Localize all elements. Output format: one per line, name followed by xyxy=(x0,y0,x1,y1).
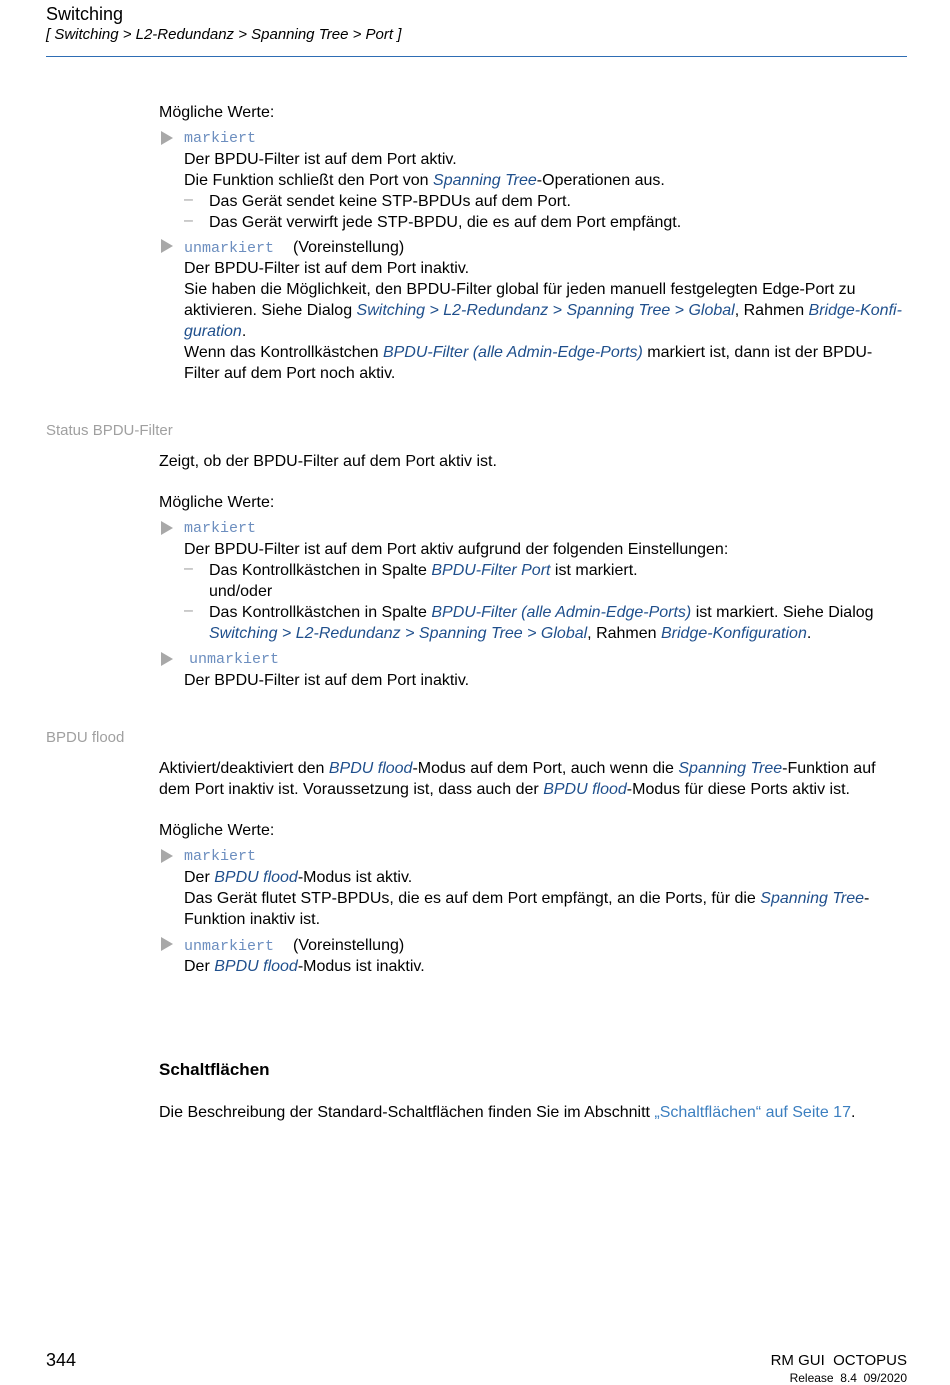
value-marked: markiert xyxy=(184,130,257,147)
value-marked: markiert xyxy=(184,848,257,865)
dash-bullet: – xyxy=(184,560,193,577)
bullet-text: Das Gerät verwirft jede STP-BPDU, die es auf dem Port empfängt. xyxy=(209,214,682,231)
text-line: Die Funktion schließt den Port von Spanning Tree-Operationen aus. xyxy=(184,172,665,189)
dialog-reference: Switching > L2-Redundanz > Spanning Tree > Global xyxy=(209,625,588,642)
text-line: Der BPDU flood-Modus ist aktiv. xyxy=(184,869,413,886)
column-reference: BPDU-Filter (alle Admin-Edge-Ports) xyxy=(431,604,692,621)
value-marked: markiert xyxy=(184,520,257,537)
text-line: Der BPDU flood-Modus ist inaktiv. xyxy=(184,958,425,975)
text-line: Funktion inaktiv ist. xyxy=(184,911,321,928)
dash-bullet: – xyxy=(184,602,193,619)
column-reference: BPDU-Filter Port xyxy=(431,562,551,579)
value-unmarked: unmarkiert xyxy=(184,240,275,257)
possible-values-label: Mögliche Werte: xyxy=(159,104,275,121)
section-text: Die Beschreibung der Standard-Schaltflächen finden Sie im Abschnitt „Schaltflächen“ auf Seite 17. xyxy=(159,1104,856,1121)
value-unmarked: unmarkiert xyxy=(184,938,275,955)
field-description: dem Port inaktiv ist. Voraussetzung ist, dass auch der BPDU flood-Modus für diese Ports aktiv ist. xyxy=(159,781,850,798)
field-description: Aktiviert/deaktiviert den BPDU flood-Modus auf dem Port, auch wenn die Spanning Tree-Funktion auf xyxy=(159,760,876,777)
triangle-bullet-icon xyxy=(161,937,173,951)
triangle-bullet-icon xyxy=(161,131,173,145)
text-line: und/oder xyxy=(209,583,273,600)
text-line: Sie haben die Möglichkeit, den BPDU-Filter global für jeden manuell festgelegten Edge-Port zu xyxy=(184,281,856,298)
triangle-bullet-icon xyxy=(161,521,173,535)
reference-term: Spanning Tree xyxy=(433,172,537,189)
text-line: Wenn das Kontrollkästchen BPDU-Filter (alle Admin-Edge-Ports) markiert ist, dann ist der BPDU- xyxy=(184,344,873,361)
release-info: Release 8.4 09/2020 xyxy=(789,1371,907,1385)
breadcrumb: [ Switching > L2-Redundanz > Spanning Tree > Port ] xyxy=(46,26,402,43)
text-line: Filter auf dem Port noch aktiv. xyxy=(184,365,396,382)
page-header-title: Switching xyxy=(46,4,124,24)
value-unmarked: unmarkiert xyxy=(189,651,280,668)
mode-reference: BPDU flood xyxy=(214,958,298,975)
field-description: Zeigt, ob der BPDU-Filter auf dem Port aktiv ist. xyxy=(159,453,497,470)
frame-reference: Bridge-Konfi- xyxy=(808,302,902,319)
frame-reference: Bridge-Konfiguration xyxy=(660,625,807,642)
function-reference: Spanning Tree xyxy=(678,760,783,777)
triangle-bullet-icon xyxy=(161,849,173,863)
text-line: Das Gerät flutet STP-BPDUs, die es auf dem Port empfängt, an die Ports, für die Spanning Tree- xyxy=(184,890,870,907)
text-line: Switching > L2-Redundanz > Spanning Tree > Global, Rahmen Bridge-Konfiguration. xyxy=(209,625,812,642)
value-line: unmarkiert (Voreinstellung) xyxy=(184,937,405,955)
header-divider xyxy=(46,56,907,57)
text-line: aktivieren. Siehe Dialog Switching > L2-Redundanz > Spanning Tree > Global, Rahmen Bridge-Konfi- xyxy=(184,302,902,319)
field-label-status-bpdu-filter: Status BPDU-Filter xyxy=(46,422,173,439)
bullet-text: Das Kontrollkästchen in Spalte BPDU-Filter Port ist markiert. xyxy=(209,562,638,579)
triangle-bullet-icon xyxy=(161,652,173,666)
text-line: Der BPDU-Filter ist auf dem Port inaktiv. xyxy=(184,260,470,277)
possible-values-label: Mögliche Werte: xyxy=(159,822,275,839)
triangle-bullet-icon xyxy=(161,239,173,253)
dialog-reference: Switching > L2-Redundanz > Spanning Tree > Global xyxy=(356,302,735,319)
document-title: RM GUI OCTOPUS xyxy=(770,1352,907,1369)
function-reference: Spanning Tree xyxy=(760,890,865,907)
mode-reference: BPDU flood xyxy=(543,781,627,798)
mode-reference: BPDU flood xyxy=(214,869,298,886)
possible-values-label: Mögliche Werte: xyxy=(159,494,275,511)
frame-reference: guration xyxy=(184,323,242,340)
cross-reference-link[interactable]: „Schaltflächen“ auf Seite 17 xyxy=(654,1104,851,1121)
text-line: Der BPDU-Filter ist auf dem Port aktiv. xyxy=(184,151,457,168)
page-number: 344 xyxy=(46,1350,77,1370)
text-line: Der BPDU-Filter ist auf dem Port inaktiv. xyxy=(184,672,470,689)
bullet-text: Das Kontrollkästchen in Spalte BPDU-Filter (alle Admin-Edge-Ports) ist markiert. Siehe Dialog xyxy=(209,604,874,621)
value-line: unmarkiert (Voreinstellung) xyxy=(184,239,405,257)
text-line: guration. xyxy=(184,323,247,340)
text-line: Der BPDU-Filter ist auf dem Port aktiv aufgrund der folgenden Einstellungen: xyxy=(184,541,729,558)
section-heading: Schaltflächen xyxy=(159,1060,270,1079)
dash-bullet: – xyxy=(184,212,193,229)
checkbox-reference: BPDU-Filter (alle Admin-Edge-Ports) xyxy=(382,344,643,361)
dash-bullet: – xyxy=(184,191,193,208)
bullet-text: Das Gerät sendet keine STP-BPDUs auf dem Port. xyxy=(209,193,571,210)
field-label-bpdu-flood: BPDU flood xyxy=(46,729,125,746)
mode-reference: BPDU flood xyxy=(328,760,413,777)
